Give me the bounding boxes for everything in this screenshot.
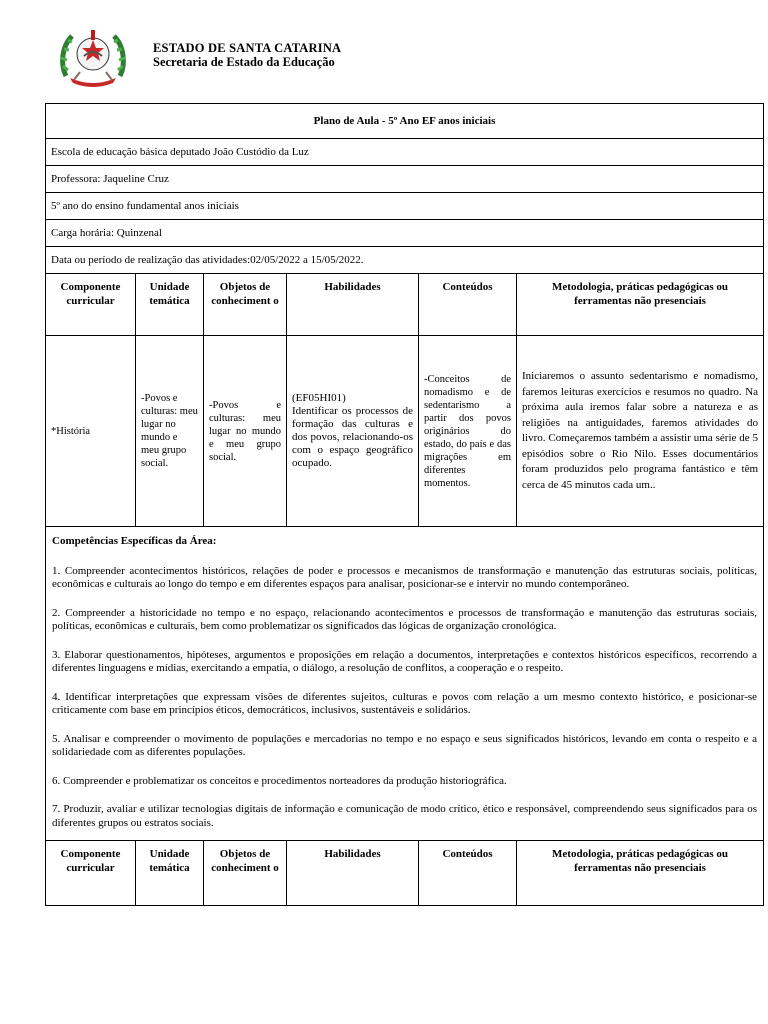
skill-text: Identificar os processos de formação das culturas e dos povos, relacionando-os com o espaço geográfico ocupado. bbox=[292, 405, 413, 469]
list-item: 7. Produzir, avaliar e utilizar tecnologias digitais de informação e comunicação de modo crítico, ético e responsável, compreendendo seus significados para os diferentes grupos ou estratos sociais. bbox=[52, 803, 758, 829]
teacher-name: Professora: Jaqueline Cruz bbox=[46, 166, 764, 193]
cell-componente: *História bbox=[46, 336, 136, 527]
list-item: 1. Compreender acontecimentos históricos, relações de poder e processos e mecanismos de transformação e manutenção das estruturas sociais, políticas, econômicas e culturais ao longo do tempo e em diferentes espaços para analisar, posicionar-se e intervir no mundo contemporâneo. bbox=[52, 564, 758, 590]
col-metodologia: Metodologia, práticas pedagógicas ou ferramentas não presenciais bbox=[517, 841, 764, 906]
cell-metodologia: Iniciaremos o assunto sedentarismo e nomadismo, faremos leituras exercícios e resumos no quadro. Na próxima aula iremos falar sobre a natureza e as religiões na antiguidades, faremos atividades do livro. Começaremos também a assistir uma série de 5 episódios sobre o Rio Nilo. Esses documentários foram produzidos pelo programa fantástico e têm cerca de 45 minutos cada um.. bbox=[517, 336, 764, 527]
secretariat-name: Secretaria de Estado da Educação bbox=[153, 55, 335, 69]
document-header bbox=[58, 26, 758, 90]
list-item: 3. Elaborar questionamentos, hipóteses, argumentos e proposições em relação a documentos, interpretações e contextos históricos específicos, recorrendo a diferentes linguagens e mídias, exercitando a empatia, o diálogo, a resolução de conflitos, a cooperação e o respeito. bbox=[52, 648, 758, 674]
list-item: 4. Identificar interpretações que expressam visões de diferentes sujeitos, culturas e povos com relação a um mesmo contexto histórico, e posicionar-se criticamente com base em princípios éticos, democráticos, inclusivos, sustentáveis e solidários. bbox=[52, 690, 758, 716]
competencias-section bbox=[46, 527, 764, 841]
cell-conteudos: -Conceitos de nomadismo e de sedentarismo a partir dos povos originários do estado, do país e das migrações em diferentes momentos. bbox=[419, 336, 517, 527]
coat-of-arms-icon bbox=[58, 26, 128, 88]
column-header-row bbox=[46, 274, 764, 336]
col-conteudos: Conteúdos bbox=[419, 274, 517, 336]
cell-habilidades bbox=[287, 336, 419, 527]
list-item: 5. Analisar e compreender o movimento de populações e mercadorias no tempo e no espaço e seus significados históricos, levando em conta o respeito e a solidariedade com as diferentes populações. bbox=[52, 732, 758, 758]
activity-period: Data ou período de realização das atividades:02/05/2022 a 15/05/2022. bbox=[46, 247, 764, 274]
grade-level: 5º ano do ensino fundamental anos iniciais bbox=[46, 193, 764, 220]
competencias-title: Competências Específicas da Área: bbox=[52, 535, 217, 547]
cell-objetos: -Povos e culturas: meu lugar no mundo e meu grupo social. bbox=[204, 336, 287, 527]
skill-code: (EF05HI01) bbox=[292, 392, 346, 404]
plan-title: Plano de Aula - 5º Ano EF anos iniciais bbox=[46, 104, 764, 139]
workload: Carga horária: Quinzenal bbox=[46, 220, 764, 247]
col-componente: Componente curricular bbox=[46, 274, 136, 336]
col-componente: Componente curricular bbox=[46, 841, 136, 906]
col-conteudos: Conteúdos bbox=[419, 841, 517, 906]
col-metodologia: Metodologia, práticas pedagógicas ou ferramentas não presenciais bbox=[517, 274, 764, 336]
col-objetos: Objetos de conheciment o bbox=[204, 841, 287, 906]
col-unidade: Unidade temática bbox=[136, 274, 204, 336]
col-habilidades: Habilidades bbox=[287, 274, 419, 336]
col-unidade: Unidade temática bbox=[136, 841, 204, 906]
column-header-row-2 bbox=[46, 841, 764, 906]
col-objetos: Objetos de conheciment o bbox=[204, 274, 287, 336]
table-row bbox=[46, 336, 764, 527]
col-habilidades: Habilidades bbox=[287, 841, 419, 906]
school-name: Escola de educação básica deputado João Custódio da Luz bbox=[46, 139, 764, 166]
list-item: 2. Compreender a historicidade no tempo e no espaço, relacionando acontecimentos e processos de transformação e manutenção das estruturas sociais, políticas, econômicas e culturais, bem como problematizar os significados das lógicas de organização cronológica. bbox=[52, 606, 758, 632]
cell-unidade: -Povos e culturas: meu lugar no mundo e meu grupo social. bbox=[136, 336, 204, 527]
state-name: ESTADO DE SANTA CATARINA bbox=[153, 41, 342, 55]
list-item: 6. Compreender e problematizar os conceitos e procedimentos norteadores da produção historiográfica. bbox=[52, 774, 507, 787]
lesson-plan-table bbox=[45, 103, 764, 906]
